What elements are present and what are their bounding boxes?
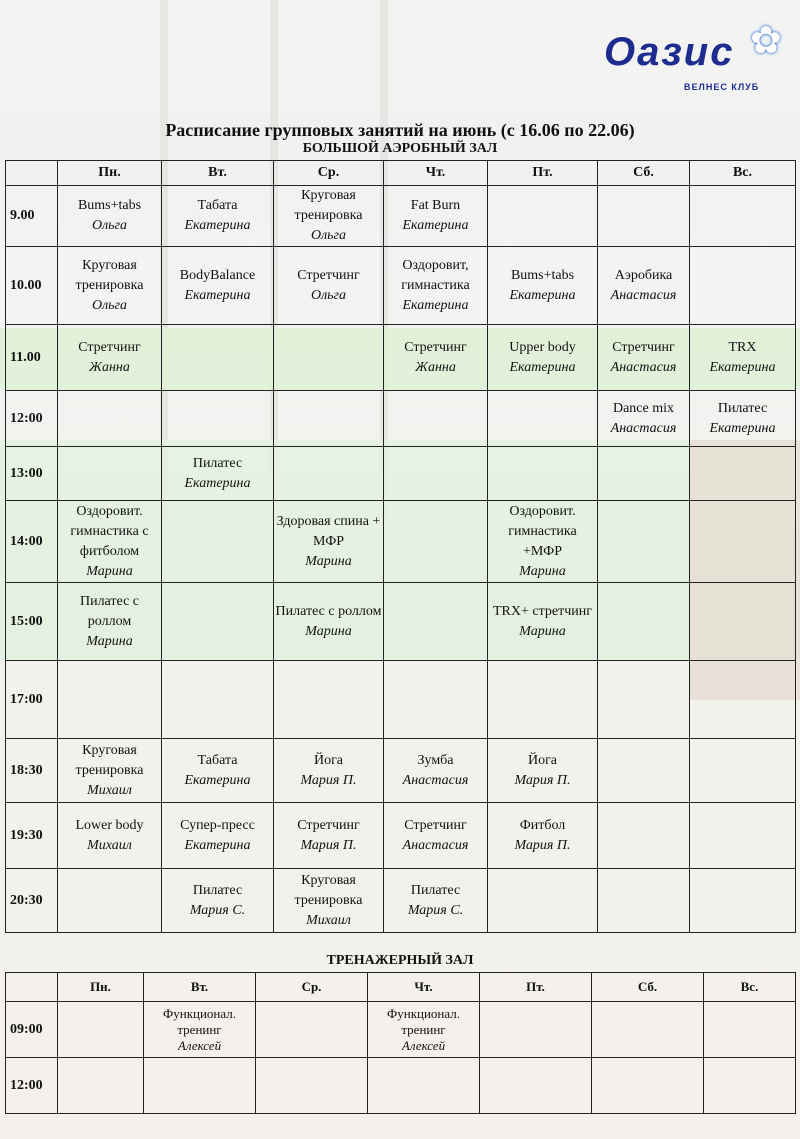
schedule-row (6, 661, 796, 739)
instructor-name: Мария П. (514, 837, 571, 853)
class-name: Круговая тренировка (294, 872, 363, 908)
schedule-cell (162, 391, 274, 447)
schedule-cell (690, 325, 796, 391)
schedule-cell (256, 1002, 368, 1058)
schedule-cell (274, 247, 384, 325)
instructor-name: Екатерина (709, 359, 776, 375)
time-slot: 10.00 (6, 247, 58, 325)
instructor-name: Екатерина (184, 218, 251, 233)
schedule-cell (488, 869, 598, 933)
schedule-cell (690, 186, 796, 247)
instructor-name: Ольга (310, 287, 347, 303)
time-slot: 9.00 (6, 186, 58, 247)
class-name: Йога (527, 752, 558, 768)
page-title: Расписание групповых занятий на июнь (с 16.06 по 22.06) (165, 120, 635, 140)
class-name: Аэробика (614, 267, 673, 283)
class-name: Пилатес с роллом (79, 593, 140, 629)
class-name: Стретчинг (78, 339, 141, 355)
schedule-cell (384, 803, 488, 869)
schedule-cell (274, 325, 384, 391)
schedule-cell (162, 803, 274, 869)
schedule-cell (480, 1002, 592, 1058)
instructor-name: Алексей (401, 1037, 446, 1053)
time-slot: 12:00 (6, 1058, 58, 1114)
instructor-name: Марина (86, 633, 133, 649)
day-header: Пт. (488, 161, 598, 186)
instructor-name: Мария П. (300, 772, 357, 788)
schedule-cell (144, 1002, 256, 1058)
class-name: Стретчинг (404, 817, 467, 833)
time-column-header (6, 161, 58, 186)
class-name: TRX+ стретчинг (493, 603, 592, 619)
instructor-name: Михаил (87, 837, 132, 853)
schedule-cell (690, 661, 796, 739)
schedule-cell (690, 447, 796, 501)
instructor-name: Мария С. (189, 902, 246, 918)
schedule-cell (488, 325, 598, 391)
class-name: Круговая тренировка (294, 188, 363, 223)
schedule-cell (488, 247, 598, 325)
schedule-cell (162, 739, 274, 803)
schedule-cell (58, 739, 162, 803)
schedule-cell (368, 1002, 480, 1058)
club-logo (600, 18, 790, 100)
class-name: Супер-пресс (180, 817, 255, 833)
instructor-name: Марина (519, 563, 566, 579)
instructor-name: Жанна (415, 359, 456, 375)
class-name: Пилатес (717, 400, 768, 416)
schedule-cell (598, 447, 690, 501)
class-name: Круговая тренировка (75, 742, 144, 778)
schedule-cell (274, 501, 384, 583)
class-name: Фитбол (519, 817, 566, 833)
schedule-cell (58, 247, 162, 325)
instructor-name: Анастасия (610, 287, 677, 303)
instructor-name: Ольга (310, 228, 347, 243)
schedule-cell (274, 186, 384, 247)
instructor-name: Екатерина (709, 420, 776, 436)
schedule-cell (690, 869, 796, 933)
schedule-cell (162, 447, 274, 501)
schedule-cell (690, 247, 796, 325)
schedule-cell (274, 869, 384, 933)
time-slot: 20:30 (6, 869, 58, 933)
flower-icon: ✿ (750, 20, 782, 62)
instructor-name: Марина (305, 623, 352, 639)
schedule-cell (384, 739, 488, 803)
schedule-cell (162, 501, 274, 583)
instructor-name: Марина (86, 563, 133, 579)
day-header: Вс. (704, 973, 796, 1002)
schedule-cell (384, 583, 488, 661)
instructor-name: Екатерина (509, 359, 576, 375)
schedule-cell (598, 391, 690, 447)
schedule-cell (162, 869, 274, 933)
class-name: Функционал. тренинг (162, 1005, 237, 1037)
schedule-cell (58, 447, 162, 501)
schedule-row (6, 1002, 796, 1058)
schedule-cell (274, 583, 384, 661)
schedule-cell (384, 501, 488, 583)
schedule-row (6, 247, 796, 325)
instructor-name: Мария С. (407, 902, 464, 918)
schedule-cell (162, 186, 274, 247)
schedule-row (6, 739, 796, 803)
schedule-cell (598, 247, 690, 325)
schedule-cell (162, 325, 274, 391)
schedule-cell (58, 583, 162, 661)
instructor-name: Екатерина (184, 837, 251, 853)
class-name: Стретчинг (297, 817, 360, 833)
schedule-cell (58, 869, 162, 933)
time-slot: 14:00 (6, 501, 58, 583)
day-header: Чт. (368, 973, 480, 1002)
time-slot: 12:00 (6, 391, 58, 447)
schedule-cell (274, 391, 384, 447)
day-header: Вт. (162, 161, 274, 186)
schedule-cell (592, 1058, 704, 1114)
schedule-row (6, 501, 796, 583)
class-name: Bums+tabs (77, 198, 142, 213)
schedule-row (6, 803, 796, 869)
schedule-cell (384, 186, 488, 247)
day-header: Пн. (58, 973, 144, 1002)
instructor-name: Анастасия (402, 772, 469, 788)
class-name: Пилатес (192, 882, 243, 898)
schedule-cell (274, 661, 384, 739)
schedule-cell (690, 583, 796, 661)
class-name: Круговая тренировка (75, 257, 144, 293)
instructor-name: Екатерина (184, 475, 251, 491)
class-name: Dance mix (612, 400, 675, 416)
class-name: Табата (197, 198, 238, 213)
day-header: Ср. (256, 973, 368, 1002)
instructor-name: Жанна (89, 359, 130, 375)
instructor-name: Мария П. (300, 837, 357, 853)
schedule-cell (58, 186, 162, 247)
schedule-row (6, 1058, 796, 1114)
schedule-cell (480, 1058, 592, 1114)
instructor-name: Марина (519, 623, 566, 639)
class-name: TRX (728, 339, 757, 355)
aerobic-hall-schedule (5, 160, 796, 933)
day-header: Пт. (480, 973, 592, 1002)
day-header: Чт. (384, 161, 488, 186)
schedule-cell (162, 247, 274, 325)
class-name: Пилатес с роллом (275, 603, 382, 619)
instructor-name: Алексей (177, 1037, 222, 1053)
time-slot: 09:00 (6, 1002, 58, 1058)
schedule-cell (488, 583, 598, 661)
day-header: Вс. (690, 161, 796, 186)
schedule-cell (256, 1058, 368, 1114)
schedule-cell (384, 247, 488, 325)
schedule-cell (488, 661, 598, 739)
schedule-cell (58, 501, 162, 583)
schedule-cell (384, 661, 488, 739)
hall1-title: БОЛЬШОЙ АЭРОБНЫЙ ЗАЛ (302, 141, 498, 156)
time-slot: 17:00 (6, 661, 58, 739)
instructor-name: Екатерина (509, 287, 576, 303)
instructor-name: Екатерина (402, 297, 469, 313)
logo-wordmark: Оазис (604, 30, 735, 74)
schedule-row (6, 325, 796, 391)
schedule-cell (690, 391, 796, 447)
instructor-name: Екатерина (184, 772, 251, 788)
schedule-cell (58, 661, 162, 739)
time-slot: 15:00 (6, 583, 58, 661)
schedule-cell (58, 803, 162, 869)
class-name: Табата (197, 752, 238, 768)
schedule-row (6, 391, 796, 447)
schedule-cell (592, 1002, 704, 1058)
class-name: Upper body (509, 339, 576, 355)
schedule-cell (690, 739, 796, 803)
schedule-row (6, 447, 796, 501)
class-name: Bums+tabs (510, 267, 575, 283)
instructor-name: Анастасия (610, 420, 677, 436)
class-name: Стретчинг (404, 339, 467, 355)
schedule-cell (704, 1002, 796, 1058)
class-name: Оздоровит. гимнастика +МФР (508, 503, 577, 559)
instructor-name: Мария П. (514, 772, 571, 788)
schedule-cell (162, 583, 274, 661)
class-name: Пилатес (410, 882, 461, 898)
time-slot: 13:00 (6, 447, 58, 501)
schedule-cell (384, 869, 488, 933)
schedule-cell (598, 501, 690, 583)
schedule-cell (274, 803, 384, 869)
instructor-name: Ольга (91, 218, 128, 233)
class-name: Стретчинг (612, 339, 675, 355)
day-header: Сб. (598, 161, 690, 186)
instructor-name: Екатерина (184, 287, 251, 303)
instructor-name: Анастасия (610, 359, 677, 375)
schedule-cell (274, 739, 384, 803)
schedule-cell (690, 501, 796, 583)
schedule-cell (598, 325, 690, 391)
schedule-row (6, 869, 796, 933)
class-name: Оздоровит. гимнастика с фитболом (70, 503, 149, 559)
schedule-cell (704, 1058, 796, 1114)
class-name: Функционал. тренинг (386, 1005, 461, 1037)
schedule-cell (598, 803, 690, 869)
schedule-cell (58, 1002, 144, 1058)
schedule-cell (598, 661, 690, 739)
schedule-cell (488, 447, 598, 501)
day-header: Сб. (592, 973, 704, 1002)
schedule-cell (274, 447, 384, 501)
class-name: Здоровая спина + МФР (276, 513, 381, 549)
schedule-cell (598, 869, 690, 933)
day-header: Пн. (58, 161, 162, 186)
schedule-cell (488, 391, 598, 447)
schedule-cell (690, 803, 796, 869)
time-slot: 11.00 (6, 325, 58, 391)
logo-subtitle: ВЕЛНЕС КЛУБ (684, 82, 760, 92)
schedule-cell (598, 186, 690, 247)
instructor-name: Екатерина (402, 218, 469, 233)
schedule-cell (598, 583, 690, 661)
schedule-cell (58, 1058, 144, 1114)
time-column-header (6, 973, 58, 1002)
class-name: Lower body (75, 817, 144, 833)
class-name: Пилатес (192, 455, 243, 471)
class-name: Стретчинг (297, 267, 360, 283)
instructor-name: Анастасия (402, 837, 469, 853)
schedule-cell (384, 325, 488, 391)
schedule-cell (488, 501, 598, 583)
schedule-cell (58, 325, 162, 391)
schedule-cell (162, 661, 274, 739)
schedule-cell (384, 391, 488, 447)
schedule-cell (598, 739, 690, 803)
schedule-cell (384, 447, 488, 501)
schedule-cell (368, 1058, 480, 1114)
instructor-name: Марина (305, 553, 352, 569)
class-name: Зумба (417, 752, 454, 768)
schedule-cell (488, 803, 598, 869)
schedule-cell (488, 186, 598, 247)
schedule-row (6, 583, 796, 661)
instructor-name: Михаил (87, 782, 132, 798)
instructor-name: Ольга (91, 297, 128, 313)
time-slot: 18:30 (6, 739, 58, 803)
schedule-cell (144, 1058, 256, 1114)
instructor-name: Михаил (306, 912, 351, 928)
class-name: Оздоровит, гимнастика (401, 257, 470, 293)
gym-hall-schedule (5, 972, 796, 1114)
day-header: Ср. (274, 161, 384, 186)
day-header: Вт. (144, 973, 256, 1002)
time-slot: 19:30 (6, 803, 58, 869)
class-name: Йога (313, 752, 344, 768)
class-name: BodyBalance (179, 267, 256, 283)
class-name: Fat Burn (410, 198, 461, 213)
schedule-row (6, 186, 796, 247)
schedule-cell (58, 391, 162, 447)
hall2-title: ТРЕНАЖЕРНЫЙ ЗАЛ (326, 953, 474, 968)
schedule-cell (488, 739, 598, 803)
